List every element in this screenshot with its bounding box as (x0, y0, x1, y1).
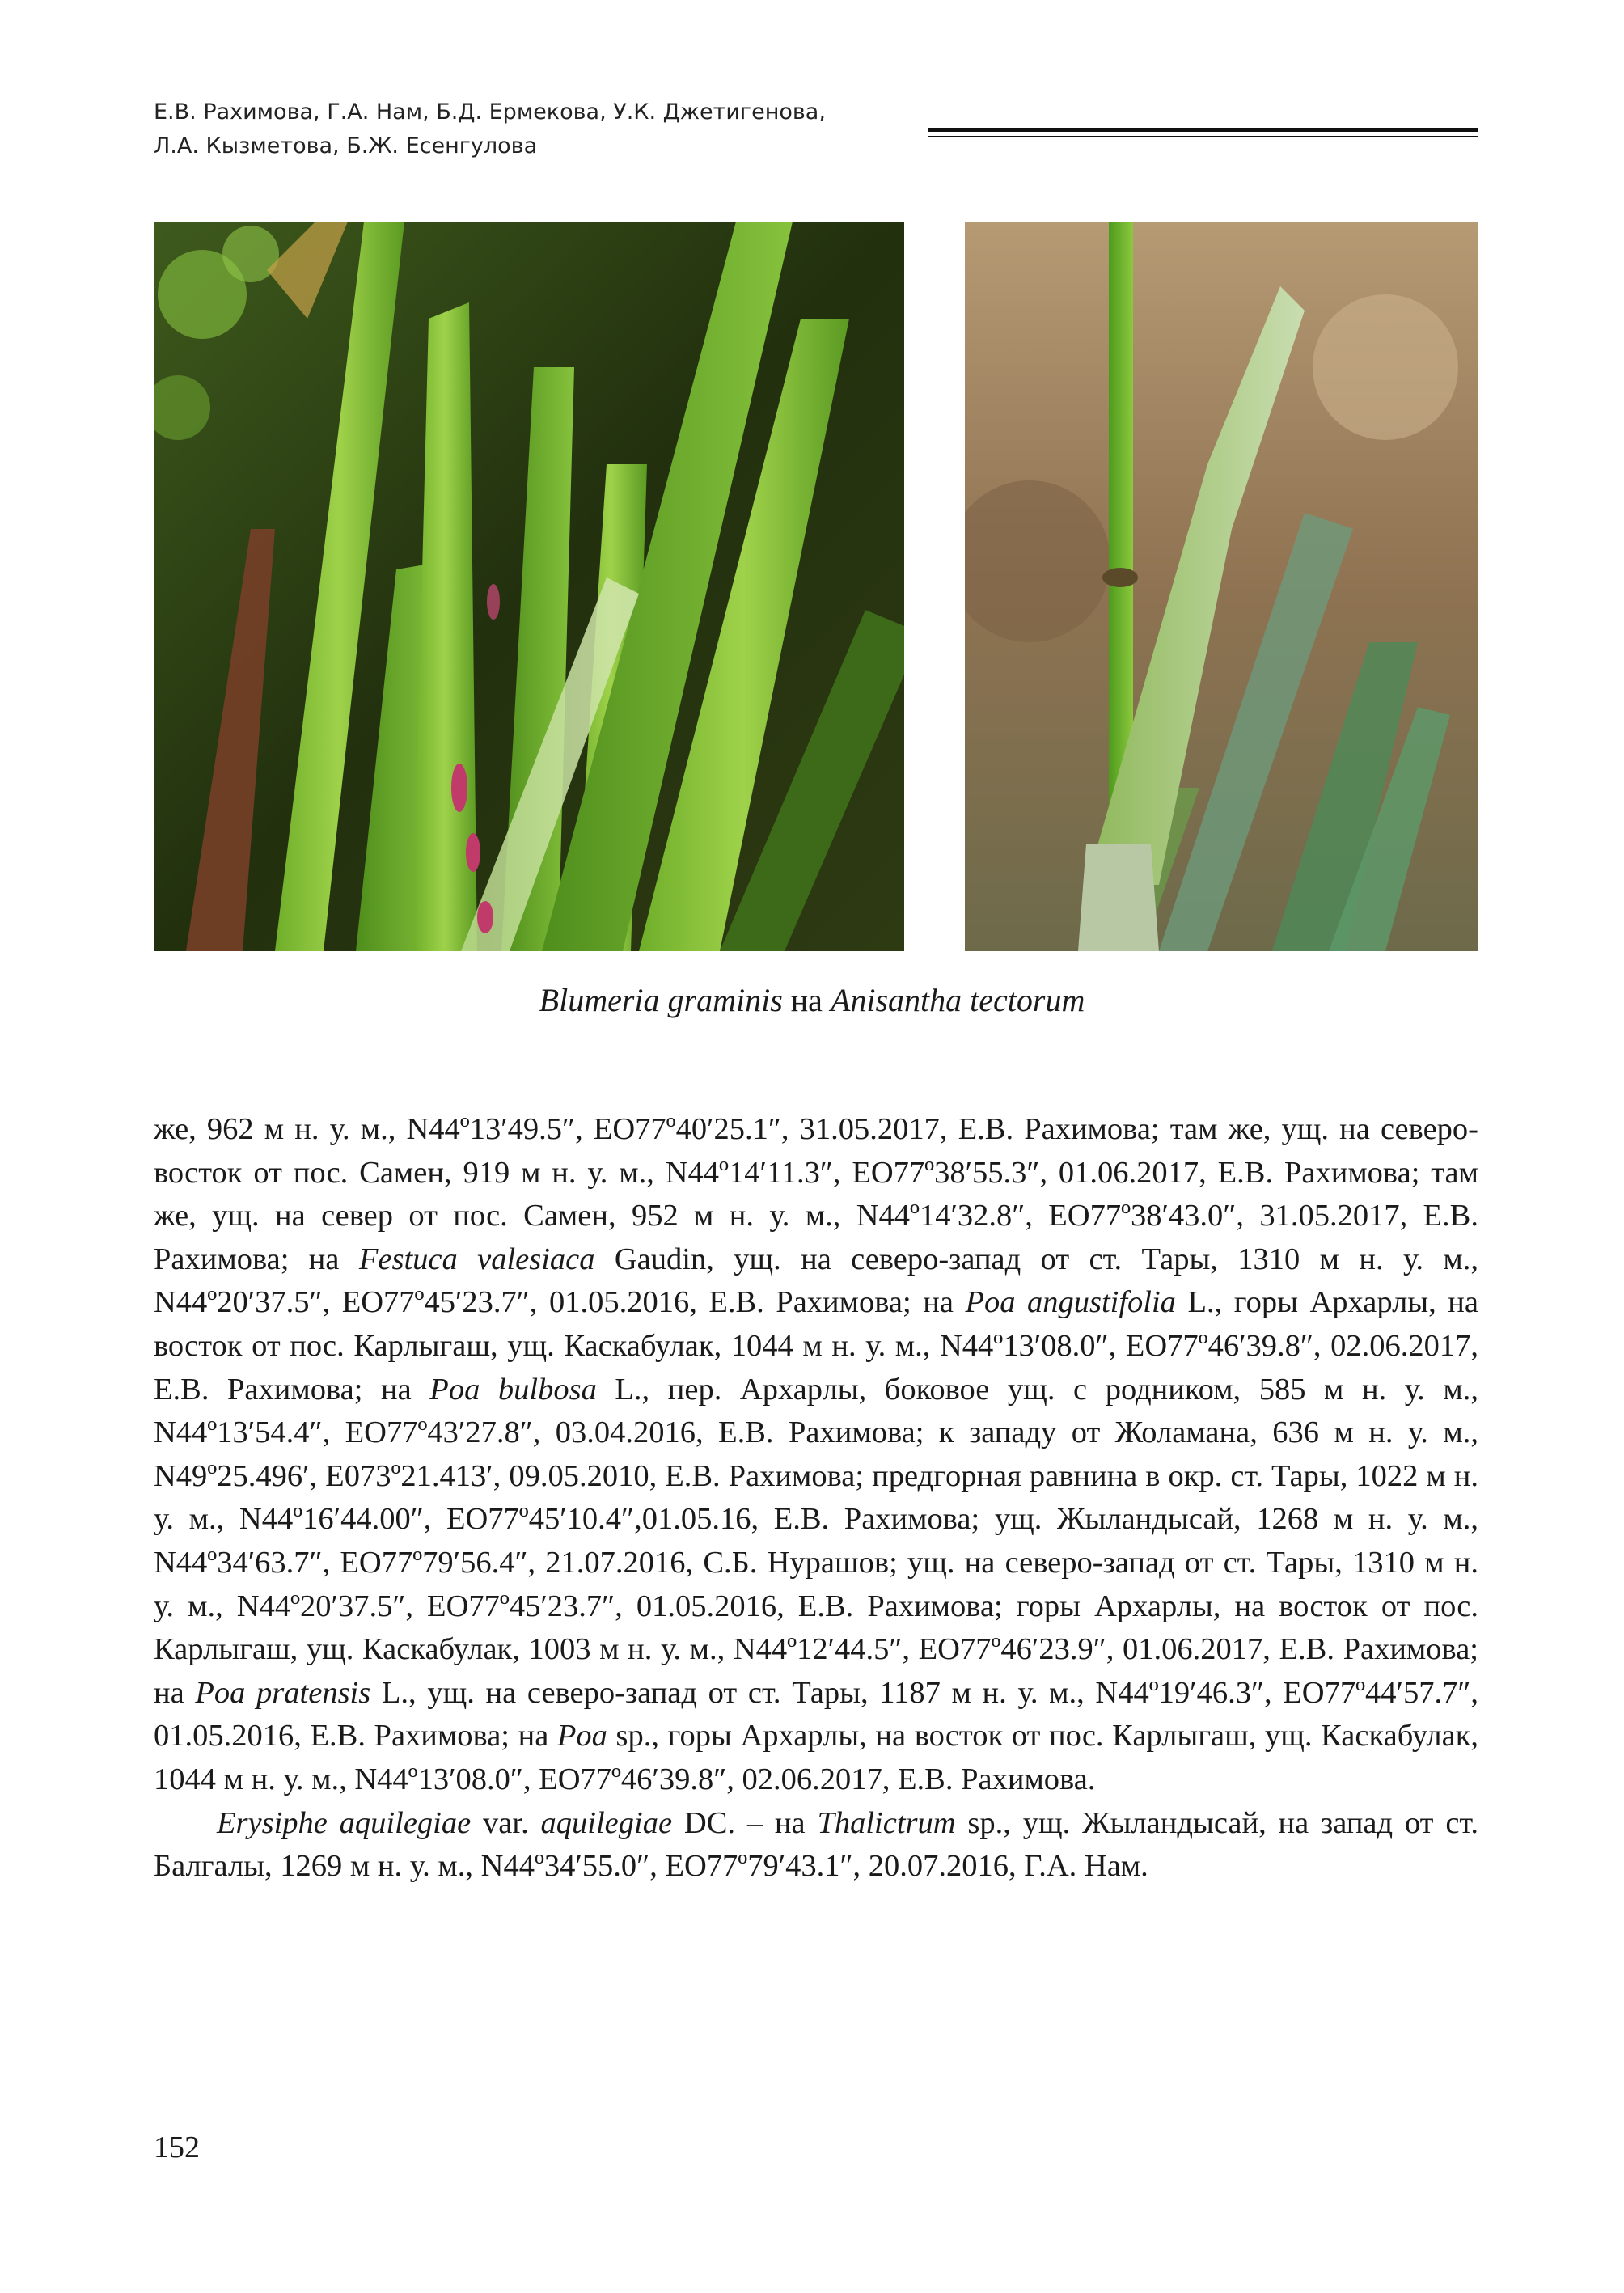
italic-taxon-name: Poa bulbosa (429, 1372, 597, 1407)
running-header (154, 95, 922, 163)
caption-connector: на (782, 982, 831, 1018)
text-run: же, 962 м н. у. м., N44º13′49.5″, EO77º40′25.1″, 31.05.2017, Е.В. Рахимова; там же, ущ. на северо-восток от пос. Самен, 919 м н. у. м., N44º14′11.3″, EO77º38′55.3″, 01.06.2017, Е.В. Рахимова; там же, ущ. на север от пос. Самен, 952 м н. у. м., N44º14′32.8″, EO77º38′43.0″, 31.05.2017, Е.В. Рахимова; на (154, 1112, 1478, 1276)
text-run: L., ущ. на северо-запад от ст. Тары, 1187 м н. у. м., N44º19′46.3″, EO77º44′57.7″, 01.05.2016, Е.В. Рахимова; на (154, 1675, 1478, 1754)
text-run: DC. – на (672, 1805, 818, 1840)
italic-taxon-name: Poa angustifolia (965, 1285, 1176, 1320)
text-run: sp., горы Архарлы, на восток от пос. Карлыгаш, ущ. Каскабулак, 1044 м н. у. м., N44º13′08.0″, EO77º46′39.8″, 02.06.2017, Е.В. Рахимова. (154, 1719, 1479, 1796)
text-run: L., пер. Архарлы, боковое ущ. с родником, 585 м н. у. м., N44º13′54.4″, EO77º43′27.8″, 03.04.2016, Е.В. Рахимова; к западу от Жоламана, 636 м н. у. м., N49º25.496′, E073º21.413′, 09.05.2010, Е.В. Рахимова; предгорная равнина в окр. ст. Тары, 1022 м н. у. м., N44º16′44.00″, EO77º45′10.4″,01.05.16, Е.В. Рахимова; ущ. Жыландысай, 1268 м н. у. м., N44º34′63.7″, EO77º79′56.4″, 21.07.2016, С.Б. Нурашов; ущ. на северо-запад от ст. Тары, 1310 м н. у. м., N44º20′37.5″, EO77º45′23.7″, 01.05.2016, Е.В. Рахимова; горы Архарлы, на восток от пос. Карлыгаш, ущ. Каскабулак, 1003 м н. у. м., N44º12′44.5″, EO77º46′23.9″, 01.06.2017, Е.В. Рахимова; на (154, 1372, 1478, 1710)
italic-taxon-name: aquilegiae (540, 1805, 673, 1840)
grass-leaves-closeup-image (154, 222, 904, 951)
paragraph-erysiphe-aquilegiae (154, 1802, 1478, 1889)
italic-taxon-name: Poa pratensis (195, 1675, 371, 1710)
caption-host: Anisantha tectorum (830, 982, 1085, 1018)
text-run: sp., ущ. Жыландысай, на запад от ст. Балгалы, 1269 м н. у. м., N44º34′55.0″, EO77º79′43.1″, 20.07.2016, Г.А. Нам. (154, 1805, 1478, 1884)
text-run: Gaudin, ущ. на северо-запад от ст. Тары, 1310 м н. у. м., N44º20′37.5″, EO77º45′23.7″, 01.05.2016, Е.В. Рахимова; на (154, 1242, 1479, 1320)
figure-photo-right (965, 222, 1478, 951)
authors-line-1: Е.В. Рахимова, Г.А. Нам, Б.Д. Ермекова, У.К. Джетигенова, (154, 99, 826, 125)
body-text (154, 1108, 1478, 1889)
text-run: L., горы Архарлы, на восток от пос. Карлыгаш, ущ. Каскабулак, 1044 м н. у. м., N44º13′08.0″, EO77º46′39.8″, 02.06.2017, Е.В. Рахимова; на (154, 1285, 1478, 1407)
italic-taxon-name: Festuca valesiaca (358, 1242, 595, 1276)
italic-taxon-name: Thalictrum (817, 1805, 956, 1840)
header-rule-thin (928, 136, 1478, 137)
figure-caption (0, 980, 1624, 1021)
italic-taxon-name: Erysiphe aquilegiae (217, 1805, 472, 1840)
paragraph-specimen-records (154, 1108, 1478, 1802)
authors-line-2: Л.А. Кызметова, Б.Ж. Есенгулова (154, 133, 538, 159)
grass-stem-closeup-image (965, 222, 1478, 951)
text-run: var. (471, 1805, 541, 1840)
caption-species: Blumeria graminis (539, 982, 783, 1018)
figure-photo-left (154, 222, 904, 951)
page-number: 152 (154, 2130, 200, 2164)
italic-taxon-name: Poa (556, 1719, 607, 1754)
header-rule-thick (928, 128, 1478, 132)
